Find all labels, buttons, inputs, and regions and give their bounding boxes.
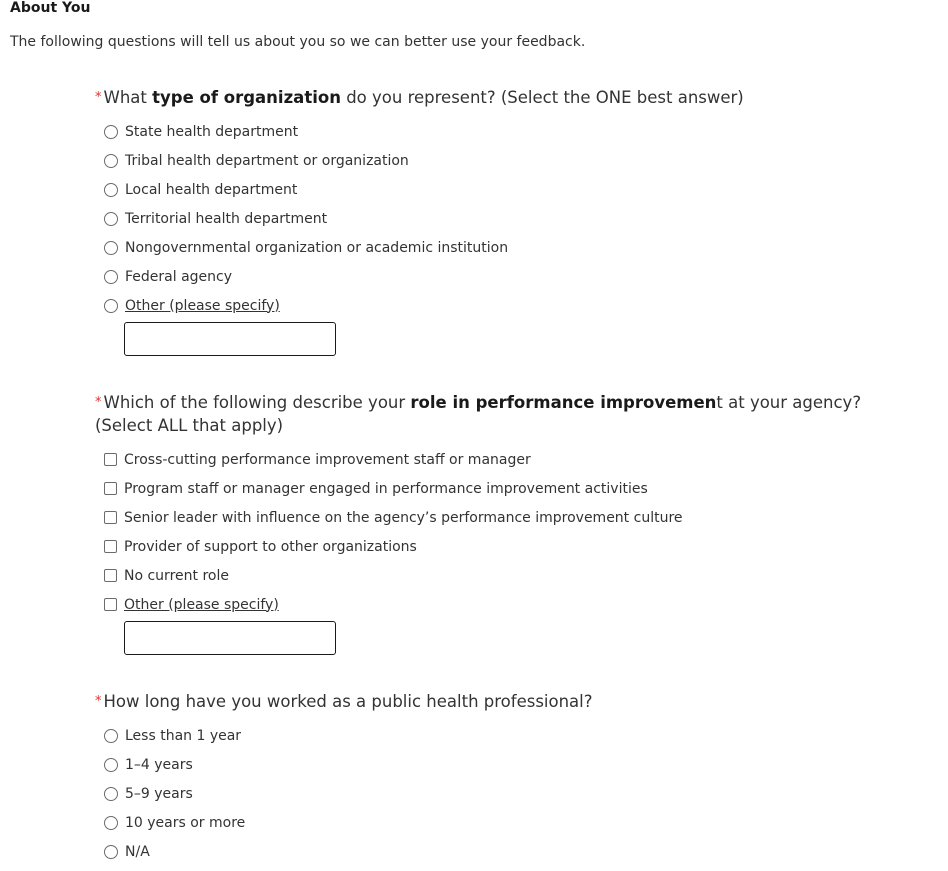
option-label: Territorial health department — [125, 210, 328, 227]
radio-button[interactable] — [104, 845, 118, 859]
option-label: 10 years or more — [125, 814, 246, 831]
question-organization-type — [95, 86, 915, 356]
radio-option-10-years-or-more[interactable] — [95, 808, 915, 837]
option-label: 5–9 years — [125, 785, 193, 802]
question-title: * What type of organization do you represent? (Select the ONE best answer) — [95, 88, 744, 107]
radio-button[interactable] — [104, 299, 118, 313]
radio-button[interactable] — [104, 125, 118, 139]
checkbox[interactable] — [104, 598, 117, 611]
radio-option-territorial-health-department[interactable] — [95, 204, 915, 233]
checkbox-option-other[interactable] — [95, 590, 915, 619]
radio-button[interactable] — [104, 816, 118, 830]
option-label: Cross-cutting performance improvement staff or manager — [124, 451, 531, 468]
radio-option-federal-agency[interactable] — [95, 262, 915, 291]
other-specify-input[interactable] — [124, 621, 336, 655]
checkbox[interactable] — [104, 540, 117, 553]
section-intro: The following questions will tell us about you so we can better use your feedback. — [10, 34, 586, 50]
radio-button[interactable] — [104, 212, 118, 226]
option-label: Program staff or manager engaged in performance improvement activities — [124, 480, 648, 497]
radio-option-state-health-department[interactable] — [95, 117, 915, 146]
option-label: N/A — [125, 843, 150, 860]
radio-button[interactable] — [104, 787, 118, 801]
option-label: Provider of support to other organizations — [124, 538, 417, 555]
required-marker: * — [95, 395, 102, 410]
radio-option-na[interactable] — [95, 837, 915, 866]
option-label: Nongovernmental organization or academic institution — [125, 239, 509, 256]
radio-option-nongovernmental[interactable] — [95, 233, 915, 262]
checkbox[interactable] — [104, 569, 117, 582]
radio-option-tribal-health[interactable] — [95, 146, 915, 175]
option-label: Less than 1 year — [125, 727, 242, 744]
radio-option-local-health-department[interactable] — [95, 175, 915, 204]
radio-button[interactable] — [104, 183, 118, 197]
checkbox-option-provider-of-support[interactable] — [95, 532, 915, 561]
checkbox-option-no-current-role[interactable] — [95, 561, 915, 590]
checkbox-option-cross-cutting[interactable] — [95, 445, 915, 474]
option-label: Senior leader with influence on the agency’s performance improvement culture — [124, 509, 683, 526]
option-label: State health department — [125, 123, 299, 140]
question-title: * Which of the following describe your role in performance improvement at your agency? (Select ALL that apply) — [95, 393, 862, 435]
required-marker: * — [95, 90, 102, 105]
checkbox-option-program-staff[interactable] — [95, 474, 915, 503]
radio-button[interactable] — [104, 241, 118, 255]
option-label: Federal agency — [125, 268, 233, 285]
checkbox[interactable] — [104, 453, 117, 466]
option-label: No current role — [124, 567, 229, 584]
checkbox-option-senior-leader[interactable] — [95, 503, 915, 532]
radio-button[interactable] — [104, 154, 118, 168]
radio-button[interactable] — [104, 729, 118, 743]
radio-option-5-9-years[interactable] — [95, 779, 915, 808]
option-label: Other (please specify) — [125, 297, 280, 314]
checkbox[interactable] — [104, 482, 117, 495]
radio-button[interactable] — [104, 758, 118, 772]
radio-option-1-4-years[interactable] — [95, 750, 915, 779]
option-label: 1–4 years — [125, 756, 193, 773]
question-title: * How long have you worked as a public health professional? — [95, 692, 593, 711]
checkbox[interactable] — [104, 511, 117, 524]
radio-option-other[interactable] — [95, 291, 915, 320]
other-specify-input[interactable] — [124, 322, 336, 356]
radio-button[interactable] — [104, 270, 118, 284]
option-label: Tribal health department or organization — [125, 152, 409, 169]
radio-option-less-than-1-year[interactable] — [95, 721, 915, 750]
required-marker: * — [95, 694, 102, 709]
option-label: Other (please specify) — [124, 596, 279, 613]
question-years-in-public-health — [95, 690, 915, 866]
option-label: Local health department — [125, 181, 298, 198]
question-role-in-performance-improvement — [95, 391, 915, 655]
section-title: About You — [10, 0, 91, 16]
